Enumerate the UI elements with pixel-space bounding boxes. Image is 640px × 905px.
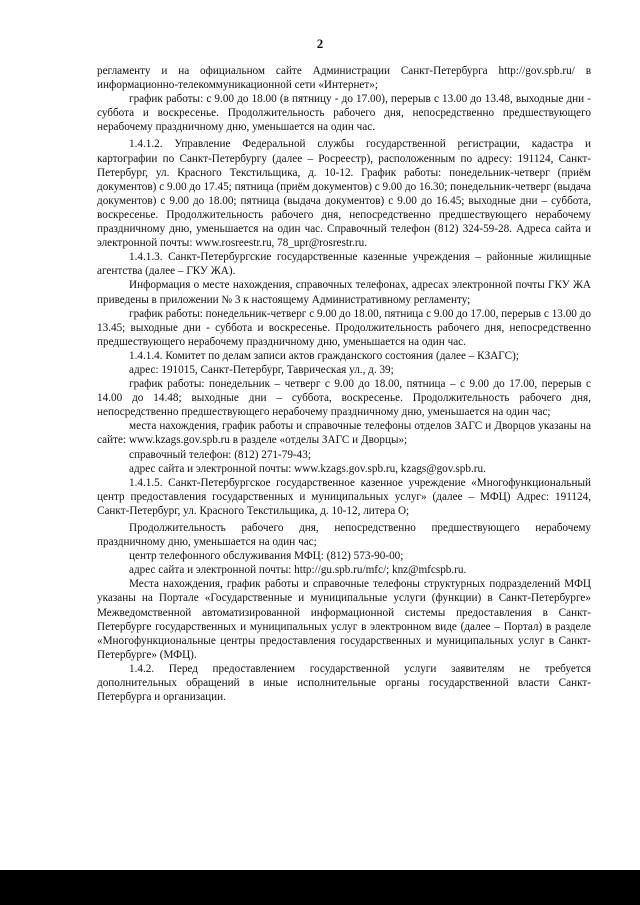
paragraph-7: 1.4.1.4. Комитет по делам записи актов гражданского состояния (далее – КЗАГС); [129, 349, 519, 362]
paragraph-8: адрес: 191015, Санкт-Петербург, Таврическая ул., д. 39; [129, 363, 394, 376]
page-number: 2 [316, 36, 324, 51]
paragraph-10: места нахождения, график работы и справочные телефоны отделов ЗАГС и Дворцов указаны на сайте: www.kzags.gov.spb.ru в разделе «отделы ЗАГС и Дворцы»; [97, 420, 591, 447]
paragraph-5: Информация о месте нахождения, справочных телефонах, адресах электронной почты ГКУ ЖА приведены в приложении № 3 к настоящему Административному регламенту; [97, 279, 591, 306]
paragraph-3: 1.4.1.2. Управление Федеральной службы государственной регистрации, кадастра и картографии по Санкт-Петербургу (далее – Росреестр), расположенным по адресу: 191124, Санкт-Петербург, ул. Красного Текстильщика, д. 10-12. График работы: понедельник-четверг (приём документов) с 9.00 до 17.45; пятница (приём документов) с 9.00 до 16.30; понедельник-четверг (выдача документов) с 9.00 до 18.00; пятница (выдача документов) с 9.00 до 16.45; выходные дни – суббота, воскресенье. Продолжительность рабочего дня, непосредственно предшествующего нерабочему праздничному дню, уменьшается на один час. Справочный телефон (812) 324-59-28. Адреса сайта и электронной почты: www.rosreestr.ru, 78_upr@rosrestr.ru. [97, 138, 591, 250]
paragraph-6: график работы: понедельник-четверг с 9.00 до 18.00, пятница с 9.00 до 17.00, перерыв с 13.00 до 13.45; выходные дни - суббота и воскресенье. Продолжительность рабочего дня, непосредственно предшествующего нерабочему праздничному дню, уменьшается на один час. [97, 307, 591, 348]
document-body [97, 64, 591, 704]
scan-bottom-border [0, 870, 640, 905]
paragraph-9: график работы: понедельник – четверг с 9.00 до 18.00, пятница – с 9.00 до 17.00, перерыв с 14.00 до 14.48; выходные дни – суббота, воскресенье. Продолжительность рабочего дня, непосредственно предшествующего нерабочему праздничному дню, уменьшается на один час; [97, 378, 591, 419]
paragraph-17: Места нахождения, график работы и справочные телефоны структурных подразделений МФЦ указаны на Портале «Государственные и муниципальные услуги (функции) в Санкт-Петербурге» Межведомственной автоматизированной информационной системы предоставления в Санкт-Петербурге государственных и муниципальных услуг в электронном виде (далее – Портал) в разделе «Многофункциональные центры предоставления государственных и муниципальных услуг в Санкт-Петербурге» (МФЦ). [97, 578, 591, 661]
paragraph-14: Продолжительность рабочего дня, непосредственно предшествующего нерабочему праздничному дню, уменьшается на один час; [97, 522, 591, 549]
paragraph-18: 1.4.2. Перед предоставлением государственной услуги заявителям не требуется дополнительных обращений в иные исполнительные органы государственной власти Санкт-Петербурга и организации. [97, 662, 591, 704]
paragraph-2: график работы: с 9.00 до 18.00 (в пятницу - до 17.00), перерыв с 13.00 до 13.48, выходные дни - суббота и воскресенье. Продолжительность рабочего дня, непосредственно предшествующего нерабочему праздничному дню, уменьшается на один час. [97, 93, 591, 134]
paragraph-11: справочный телефон: (812) 271-79-43; [129, 448, 311, 461]
paragraph-12: адрес сайта и электронной почты: www.kzags.gov.spb.ru, kzags@gov.spb.ru. [129, 462, 486, 475]
paragraph-13: 1.4.1.5. Санкт-Петербургское государственное казенное учреждение «Многофункциональный центр предоставления государственных и муниципальных услуг» (далее – МФЦ) Адрес: 191124, Санкт-Петербург, ул. Красного Текстильщика, д. 10-12, литера О; [97, 476, 591, 517]
paragraph-1: регламенту и на официальном сайте Администрации Санкт-Петербурга http://gov.spb.ru/ в информационно-телекоммуникационной сети «Интернет»; [97, 65, 591, 92]
paragraph-16: адрес сайта и электронной почты: http://gu.spb.ru/mfc/; knz@mfcspb.ru. [129, 564, 467, 577]
paragraph-4: 1.4.1.3. Санкт-Петербургские государственные казенные учреждения – районные жилищные агентства (далее – ГКУ ЖА). [97, 251, 591, 278]
paragraph-15: центр телефонного обслуживания МФЦ: (812) 573-90-00; [129, 550, 404, 563]
